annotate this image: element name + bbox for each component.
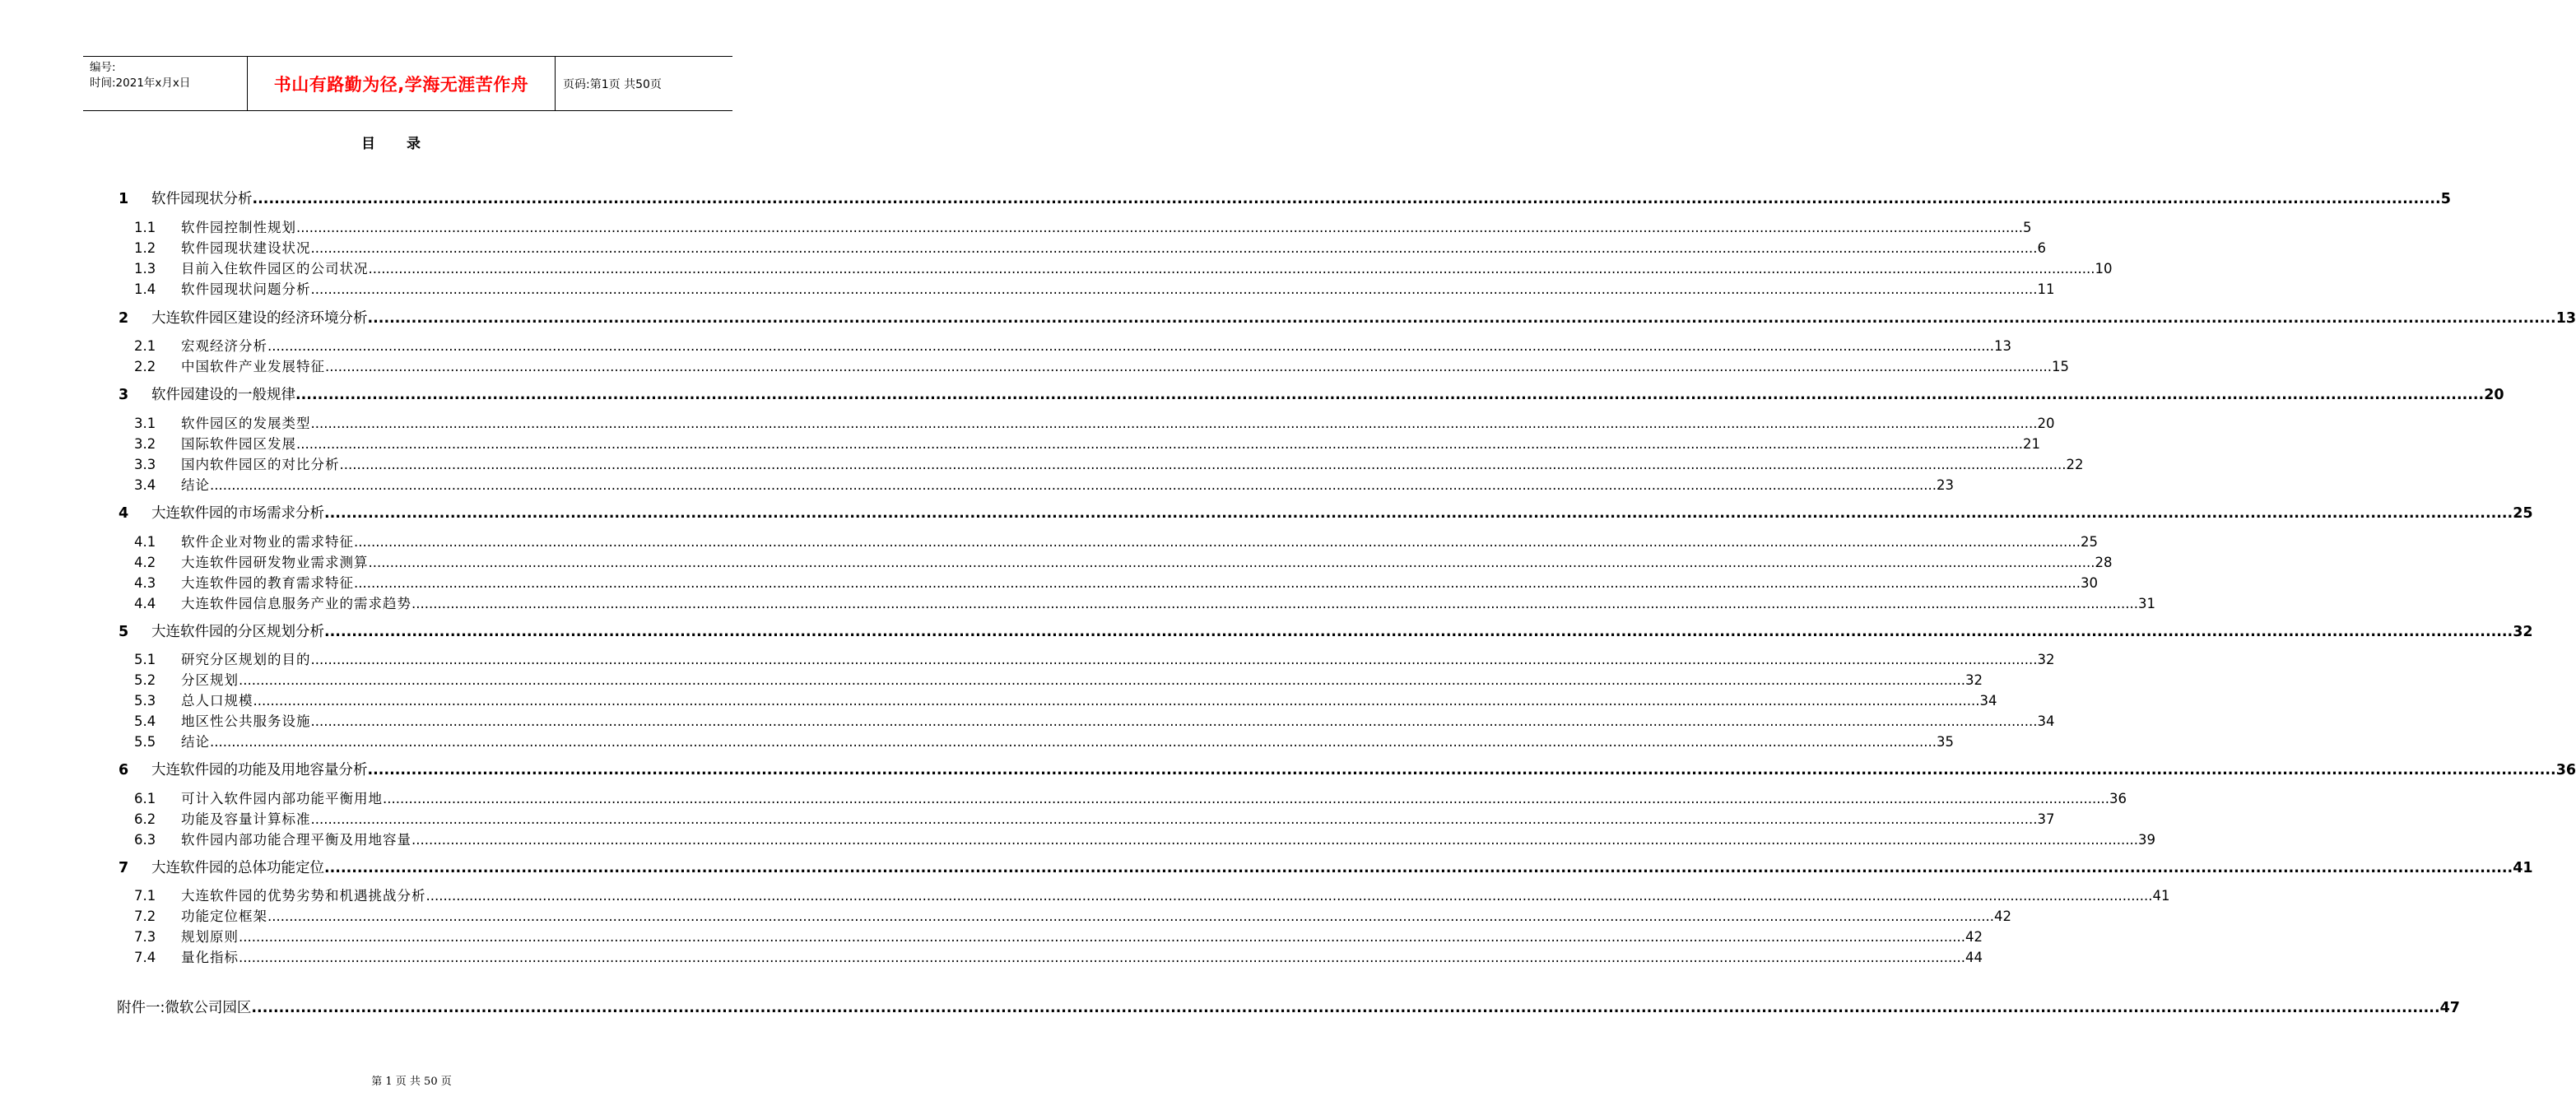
toc-leader-dots: ................................................................................................................................................................................................................................................................................................................................................................................................................ [295,387,2485,403]
toc-section-entry[interactable] [117,278,2055,298]
header-meta-cell [83,57,248,110]
toc-chapter-entry[interactable] [117,383,2504,404]
toc-section-entry[interactable] [117,808,2055,828]
toc-entry-title: 地区性公共服务设施 [181,713,311,729]
toc-section-entry[interactable] [117,531,2098,551]
toc-leader-dots: ................................................................................................................................................................................................................................................................................................................................................................................................................ [324,505,2513,522]
toc-leader-dots: ................................................................................................................................................................................................................................................................................................................................................................................................................ [354,534,2081,550]
toc-chapter-entry[interactable] [117,188,2451,208]
toc-entry-title: 大连软件园的功能及用地容量分析 [151,762,368,778]
toc-entry-page: 47 [2439,1000,2460,1016]
toc-leader-dots: ................................................................................................................................................................................................................................................................................................................................................................................................................ [367,762,2556,778]
toc-entry-page: 25 [2080,534,2098,550]
toc-entry-number: 2.2 [134,359,156,374]
toc-leader-dots: ................................................................................................................................................................................................................................................................................................................................................................................................................ [310,240,2038,256]
toc-entry-number: 4 [119,505,129,522]
toc-leader-dots: ................................................................................................................................................................................................................................................................................................................................................................................................................ [412,832,2138,848]
toc-entry-title: 可计入软件园内部功能平衡用地 [181,791,383,806]
toc-entry-number: 3.2 [134,436,156,452]
toc-entry-title: 结论 [181,477,210,493]
toc-chapter-entry[interactable] [117,759,2576,779]
toc-leader-dots: ................................................................................................................................................................................................................................................................................................................................................................................................................ [339,457,2067,472]
toc-entry-title: 量化指标 [181,950,239,965]
toc-entry-number: 1.1 [134,220,156,235]
toc-leader-dots: ................................................................................................................................................................................................................................................................................................................................................................................................................ [325,359,2052,374]
code-label: 编号: [90,61,116,74]
header-slogan-cell [248,57,556,110]
toc-entry-number: 5.2 [134,672,156,688]
toc-entry-title: 软件园控制性规划 [181,220,296,235]
toc-entry-page: 20 [2484,387,2504,403]
toc-leader-dots: ................................................................................................................................................................................................................................................................................................................................................................................................................ [296,436,2023,452]
toc-entry-number: 3.1 [134,416,156,431]
toc-entry-title: 软件园建设的一般规律 [151,387,295,403]
toc-section-entry[interactable] [117,572,2098,592]
toc-section-entry[interactable] [117,453,2084,473]
toc-section-entry[interactable] [117,788,2127,807]
toc-chapter-entry[interactable] [117,620,2533,641]
toc-leader-dots: ................................................................................................................................................................................................................................................................................................................................................................................................................ [239,929,1965,945]
toc-section-entry[interactable] [117,885,2170,904]
toc-leader-dots: ................................................................................................................................................................................................................................................................................................................................................................................................................ [210,734,1937,750]
toc-entry-title: 附件一:微软公司园区 [117,1000,252,1016]
toc-section-entry[interactable] [117,710,2055,730]
toc-leader-dots: ................................................................................................................................................................................................................................................................................................................................................................................................................ [253,693,1980,709]
toc-section-entry[interactable] [117,926,1983,946]
toc-entry-title: 目前入住软件园区的公司状况 [181,261,369,276]
toc-entry-title: 中国软件产业发展特征 [181,359,325,374]
toc-entry-title: 软件园内部功能合理平衡及用地容量 [181,832,412,848]
toc-entry-title: 软件企业对物业的需求特征 [181,534,354,550]
header-page-cell [556,57,732,110]
toc-entry-page: 39 [2137,832,2155,848]
toc-entry-page: 13 [1993,338,2011,354]
toc-section-entry[interactable] [117,669,1983,689]
toc-leader-dots: ................................................................................................................................................................................................................................................................................................................................................................................................................ [210,477,1937,493]
toc-entry-number: 2 [119,310,129,327]
toc-leader-dots: ................................................................................................................................................................................................................................................................................................................................................................................................................ [267,338,1994,354]
toc-section-entry[interactable] [117,474,1954,494]
toc-title: 目 录 [361,136,434,152]
toc-entry-page: 10 [2095,261,2113,276]
toc-section-entry[interactable] [117,592,2155,612]
toc-section-entry[interactable] [117,216,2032,236]
toc-section-entry[interactable] [117,829,2155,848]
toc-entry-page: 37 [2037,811,2055,827]
toc-leader-dots: ................................................................................................................................................................................................................................................................................................................................................................................................................ [324,624,2513,640]
toc-leader-dots: ................................................................................................................................................................................................................................................................................................................................................................................................................ [383,791,2109,806]
toc-entry-number: 1.2 [134,240,156,256]
toc-leader-dots: ................................................................................................................................................................................................................................................................................................................................................................................................................ [310,416,2038,431]
toc-section-entry[interactable] [117,648,2055,668]
toc-entry-title: 大连软件园研发物业需求测算 [181,555,369,570]
toc-entry-title: 大连软件园的总体功能定位 [151,860,324,876]
toc-entry-title: 结论 [181,734,210,750]
toc-entry-page: 34 [1979,693,1997,709]
toc-entry-page: 31 [2137,596,2155,611]
toc-entry-number: 5.3 [134,693,156,709]
toc-entry-number: 2.1 [134,338,156,354]
toc-entry-title: 宏观经济分析 [181,338,267,354]
toc-entry-page: 23 [1936,477,1954,493]
toc-entry-page: 32 [2513,624,2533,640]
toc-entry-page: 6 [2037,240,2046,256]
toc-entry-title: 大连软件园区建设的经济环境分析 [151,310,368,327]
toc-leader-dots: ................................................................................................................................................................................................................................................................................................................................................................................................................ [368,555,2095,570]
page-footer: 第 1 页 共 50 页 [371,1076,452,1088]
toc-entry-number: 5.4 [134,713,156,729]
toc-entry-title: 大连软件园的优势劣势和机遇挑战分析 [181,888,426,904]
toc-section-entry[interactable] [117,905,2011,925]
toc-entry-title: 功能定位框架 [181,908,267,924]
toc-entry-number: 4.3 [134,575,156,591]
toc-entry-page: 5 [2022,220,2032,235]
toc-entry-title: 软件园区的发展类型 [181,416,311,431]
toc-chapter-entry[interactable] [117,502,2533,523]
toc-entry-page: 44 [1965,950,1983,965]
slogan: 书山有路勤为径,学海无涯苦作舟 [273,74,529,95]
toc-entry-title: 大连软件园的市场需求分析 [151,505,324,522]
toc-section-entry[interactable] [117,412,2055,432]
toc-section-entry[interactable] [117,258,2113,277]
toc-entry-title: 软件园现状分析 [151,191,253,207]
toc-entry-number: 1.3 [134,261,156,276]
toc-entry-number: 5 [119,624,129,640]
toc-entry-number: 3.3 [134,457,156,472]
toc-appendix-entry[interactable] [117,997,2460,1017]
toc-entry-number: 7.1 [134,888,156,904]
toc-entry-number: 6 [119,762,129,778]
toc-leader-dots: ................................................................................................................................................................................................................................................................................................................................................................................................................ [425,888,2153,904]
toc-chapter-entry[interactable] [117,307,2576,328]
toc-entry-page: 32 [1965,672,1983,688]
toc-entry-number: 3 [119,387,129,403]
toc-entry-number: 4.4 [134,596,156,611]
toc-entry-page: 42 [1993,908,2011,924]
toc-entry-page: 5 [2440,191,2451,207]
toc-entry-page: 35 [1936,734,1954,750]
toc-leader-dots: ................................................................................................................................................................................................................................................................................................................................................................................................................ [310,652,2038,667]
toc-entry-title: 软件园现状建设状况 [181,240,311,256]
toc-entry-number: 6.2 [134,811,156,827]
toc-entry-title: 大连软件园的分区规划分析 [151,624,324,640]
header-table [83,56,732,111]
toc-entry-title: 大连软件园的教育需求特征 [181,575,354,591]
toc-entry-number: 7 [119,860,129,876]
toc-section-entry[interactable] [117,356,2069,375]
toc-entry-title: 国内软件园区的对比分析 [181,457,340,472]
toc-section-entry[interactable] [117,237,2046,257]
toc-entry-number: 4.2 [134,555,156,570]
toc-leader-dots: ................................................................................................................................................................................................................................................................................................................................................................................................................ [310,811,2038,827]
toc-entry-number: 7.3 [134,929,156,945]
toc-entry-title: 大连软件园信息服务产业的需求趋势 [181,596,412,611]
toc-leader-dots: ................................................................................................................................................................................................................................................................................................................................................................................................................ [239,950,1965,965]
toc-entry-title: 分区规划 [181,672,239,688]
toc-entry-page: 41 [2152,888,2170,904]
toc-entry-page: 41 [2513,860,2533,876]
toc-leader-dots: ................................................................................................................................................................................................................................................................................................................................................................................................................ [324,860,2513,876]
toc-entry-page: 22 [2066,457,2084,472]
toc-entry-number: 5.1 [134,652,156,667]
toc-entry-title: 规划原则 [181,929,239,945]
toc-entry-page: 32 [2037,652,2055,667]
toc-entry-title: 软件园现状问题分析 [181,281,311,297]
toc-chapter-entry[interactable] [117,857,2533,877]
toc-entry-title: 国际软件园区发展 [181,436,296,452]
toc-entry-number: 3.4 [134,477,156,493]
page-code: 页码:第1页 共50页 [563,77,662,91]
toc-entry-page: 11 [2037,281,2055,297]
toc-leader-dots: ................................................................................................................................................................................................................................................................................................................................................................................................................ [252,191,2441,207]
toc-entry-number: 6.1 [134,791,156,806]
toc-section-entry[interactable] [117,551,2113,571]
toc-section-entry[interactable] [117,433,2040,453]
toc-entry-number: 1.4 [134,281,156,297]
toc-entry-page: 36 [2555,762,2576,778]
toc-leader-dots: ................................................................................................................................................................................................................................................................................................................................................................................................................ [296,220,2023,235]
toc-entry-page: 13 [2555,310,2576,327]
toc-leader-dots: ................................................................................................................................................................................................................................................................................................................................................................................................................ [368,261,2095,276]
toc-entry-page: 25 [2513,505,2533,522]
toc-leader-dots: ................................................................................................................................................................................................................................................................................................................................................................................................................ [310,281,2038,297]
toc-entry-page: 28 [2095,555,2113,570]
toc-entry-page: 21 [2022,436,2040,452]
toc-entry-page: 42 [1965,929,1983,945]
toc-entry-number: 4.1 [134,534,156,550]
toc-section-entry[interactable] [117,335,2011,355]
toc-leader-dots: ................................................................................................................................................................................................................................................................................................................................................................................................................ [267,908,1994,924]
toc-entry-page: 30 [2080,575,2098,591]
toc-entry-number: 1 [119,191,129,207]
toc-section-entry[interactable] [117,731,1954,750]
toc-leader-dots: ................................................................................................................................................................................................................................................................................................................................................................................................................ [354,575,2081,591]
toc-entry-page: 20 [2037,416,2055,431]
toc-leader-dots: ................................................................................................................................................................................................................................................................................................................................................................................................................ [412,596,2138,611]
toc-entry-title: 研究分区规划的目的 [181,652,311,667]
toc-entry-page: 15 [2051,359,2069,374]
toc-leader-dots: ................................................................................................................................................................................................................................................................................................................................................................................................................ [239,672,1965,688]
time-label: 时间:2021年x月x日 [90,77,191,90]
toc-entry-number: 5.5 [134,734,156,750]
toc-entry-page: 36 [2109,791,2127,806]
toc-entry-title: 总人口规模 [181,693,253,709]
toc-entry-title: 功能及容量计算标准 [181,811,311,827]
toc-leader-dots: ................................................................................................................................................................................................................................................................................................................................................................................................................ [310,713,2038,729]
toc-leader-dots: ................................................................................................................................................................................................................................................................................................................................................................................................................ [251,1000,2440,1016]
toc-section-entry[interactable] [117,690,1997,709]
toc-leader-dots: ................................................................................................................................................................................................................................................................................................................................................................................................................ [367,310,2556,327]
toc-section-entry[interactable] [117,946,1983,966]
toc-entry-number: 7.2 [134,908,156,924]
toc-entry-number: 6.3 [134,832,156,848]
toc-entry-number: 7.4 [134,950,156,965]
toc-entry-page: 34 [2037,713,2055,729]
